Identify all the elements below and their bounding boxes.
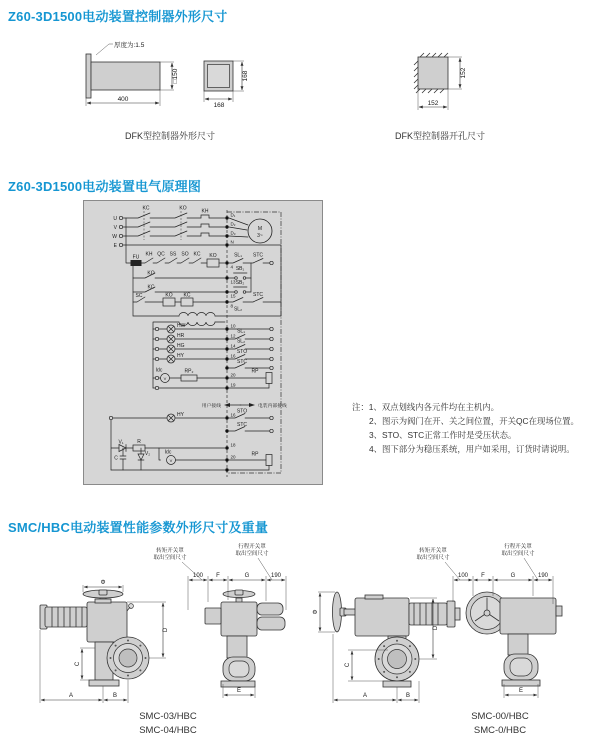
switch-sto: STO	[236, 349, 248, 355]
terminal-20: 20	[230, 372, 236, 378]
controller-flange	[86, 54, 91, 98]
terminal-4: 4	[230, 264, 234, 270]
torque-stc: STC	[253, 252, 263, 259]
dim-e-left: E	[236, 688, 242, 694]
actuator-left-front-view	[40, 590, 149, 686]
dim-c-right: C	[345, 662, 351, 668]
torque-cover-note-r1: 转矩开关罩	[419, 548, 447, 554]
torque-cover-note-l2: 取出空间尺寸	[153, 555, 187, 561]
dim-190-right: 190	[537, 573, 549, 579]
controller-dimension-drawing	[0, 30, 600, 125]
switch-ss: SS	[169, 251, 177, 258]
terminal-14: 14	[230, 343, 236, 349]
note-line-4: 4、图下部分为稳压系统，用户如采用，订货时请说明。	[369, 444, 575, 454]
dim-phi-right: Φ	[313, 609, 319, 615]
terminal-15: 15	[230, 293, 236, 299]
dim-g-left: G	[244, 573, 250, 579]
model-label: SMC-03/HBC	[139, 711, 197, 722]
dim-d-right: D	[433, 625, 439, 631]
terminal-d2: D₂	[230, 221, 236, 227]
limit-sl2b: SL₂	[236, 338, 246, 345]
dim-152-width: 152	[427, 100, 439, 107]
section3-title: SMC/HBC电动装置性能参数外形尺寸及重量	[8, 520, 269, 535]
contact-kc: KC	[193, 251, 201, 258]
caption-outline: DFK型控制器外形尺寸	[124, 131, 215, 141]
model-label: SMC-00/HBC	[471, 711, 529, 722]
terminal-d3: D₃	[230, 230, 236, 236]
terminal-n: N	[230, 239, 234, 245]
phase-e: E	[113, 243, 117, 249]
thickness-note: 厚度为:1.5	[114, 42, 145, 49]
travel-cover-note-r2: 取出空间尺寸	[501, 551, 535, 557]
dim-f-right: F	[481, 573, 485, 579]
dim-a-left: A	[68, 693, 74, 699]
electrical-schematic	[83, 200, 323, 485]
terminal-16b: 16	[230, 412, 236, 418]
terminal-16: 16	[230, 353, 236, 359]
lamp-hy: HY	[177, 353, 184, 359]
coil-ko: KO	[209, 253, 217, 259]
dim-190-left: 190	[270, 573, 282, 579]
controller-front-inner	[208, 65, 230, 88]
travel-cover-note-l1: 行程开关罩	[238, 544, 266, 550]
actuator-left-side-view	[205, 590, 285, 687]
section1-title: Z60-3D1500电动装置控制器外形尺寸	[8, 9, 228, 24]
terminal-13: 13	[230, 279, 236, 285]
torque-cover-note-r2: 取出空间尺寸	[416, 555, 450, 561]
actuator-left-captions	[108, 710, 228, 738]
terminal-8: 8	[230, 303, 234, 309]
coil-ko2: KO	[165, 292, 173, 299]
motor-3ph: 3~	[257, 233, 263, 239]
controller-body	[91, 62, 160, 90]
switch-qc: QC	[157, 251, 165, 258]
limit-sl1b: SL₁	[237, 328, 245, 335]
diode-v1: V₁	[118, 439, 124, 446]
meter-v-letter: V	[163, 375, 167, 381]
zener-v2: V₂	[144, 451, 151, 457]
fuse-symbol	[131, 261, 141, 266]
dim-b-right: B	[405, 693, 411, 699]
actuator-right-side-view	[466, 592, 562, 686]
button-sb1: SB₁	[235, 266, 245, 272]
divider-user-wiring: 用户接线	[201, 404, 221, 409]
dim-c-left: C	[75, 661, 81, 667]
meter-idc: Idc	[155, 367, 163, 374]
travel-cover-note-l2: 取出空间尺寸	[235, 551, 269, 557]
actuator-right-front-view	[333, 592, 461, 687]
limit-sl1: SL₁	[234, 252, 242, 259]
model-label: SMC-0/HBC	[473, 725, 527, 736]
actuator-right-captions	[440, 710, 560, 738]
terminal-19: 19	[230, 382, 236, 388]
travel-cover-note-r1: 行程开关罩	[504, 544, 532, 550]
note-line-2: 2、图示为阀门在开、关之间位置，开关QC在现场位置。	[369, 416, 579, 426]
phase-u: U	[113, 216, 117, 222]
dim-length-400: 400	[117, 96, 129, 103]
note-line-1: 注：1、双点划线内各元件均在主机内。	[352, 402, 500, 412]
limit-sl2: SL₂	[233, 306, 243, 313]
contactor-kc: KC	[142, 205, 150, 212]
dim-phi-left: Φ	[100, 580, 106, 586]
lamp-hg: HG	[177, 343, 185, 349]
section2-title: Z60-3D1500电动装置电气原理图	[8, 179, 202, 194]
switch-sto2: STO	[236, 408, 248, 415]
torque-cover-note-l1: 转矩开关罩	[156, 548, 184, 554]
pot-rpb: RP	[251, 451, 259, 458]
meter-v-letter2: V	[169, 457, 173, 463]
cap-c: C	[114, 455, 118, 462]
actuator-dimension-drawings	[0, 540, 600, 708]
contact-kh: KH	[145, 251, 153, 258]
dim-f-left: F	[216, 573, 220, 579]
dim-b-left: B	[112, 693, 118, 699]
fuse-fu: FU	[132, 254, 140, 261]
dim-e-right: E	[518, 688, 524, 694]
terminal-20b: 20	[230, 454, 236, 460]
lamp-hy2: HY	[177, 412, 184, 418]
switch-stc3: STC	[237, 359, 247, 365]
dim-168-width: 168	[213, 102, 225, 109]
controller-cutout	[418, 57, 448, 89]
dim-d-left: D	[163, 627, 169, 633]
dim-g-right: G	[510, 573, 516, 579]
note-line-3: 3、STO、STC正常工作时是受压状态。	[369, 430, 517, 440]
model-label: SMC-04/HBC	[139, 725, 197, 736]
coil-kc: KC	[183, 292, 191, 299]
switch-stc4: STC	[237, 422, 247, 428]
caption-cutout: DFK型控制器开孔尺寸	[394, 131, 485, 141]
dim-168-height: 168	[242, 70, 249, 82]
dim-a-right: A	[362, 693, 368, 699]
lamp-hw: HW	[177, 323, 186, 329]
dim-100-left: 100	[192, 573, 204, 579]
lamp-hr: HR	[177, 333, 185, 339]
switch-so: SO	[181, 251, 189, 258]
pot-rp: RP	[251, 368, 259, 375]
phase-w: W	[112, 234, 117, 240]
contactor-ko: KO	[179, 205, 187, 212]
terminal-12: 12	[230, 333, 236, 339]
torque-stc2: STC	[253, 292, 263, 298]
switch-sc: SC	[135, 293, 143, 299]
meter-idc2: Idc	[164, 449, 172, 456]
contact-kc2: KC	[147, 284, 155, 291]
resistor-r: R	[137, 439, 141, 445]
contact-ko2: KO	[147, 270, 155, 277]
pot-rp2: RP₂	[184, 368, 194, 375]
phase-v: V	[113, 225, 117, 231]
dim-100-right: 100	[457, 573, 469, 579]
dim-square-150: □150	[172, 68, 179, 84]
terminal-d1: D₁	[230, 212, 236, 218]
terminal-10: 10	[230, 323, 236, 329]
dim-152-height: 152	[460, 67, 467, 79]
terminal-18: 18	[230, 442, 236, 448]
motor-m: M	[257, 226, 263, 232]
button-sb2: SB₂	[235, 280, 245, 286]
divider-internal-wiring: 电装内部接线	[258, 404, 287, 409]
thermal-kh: KH	[201, 208, 209, 215]
schematic-notes	[352, 400, 598, 456]
